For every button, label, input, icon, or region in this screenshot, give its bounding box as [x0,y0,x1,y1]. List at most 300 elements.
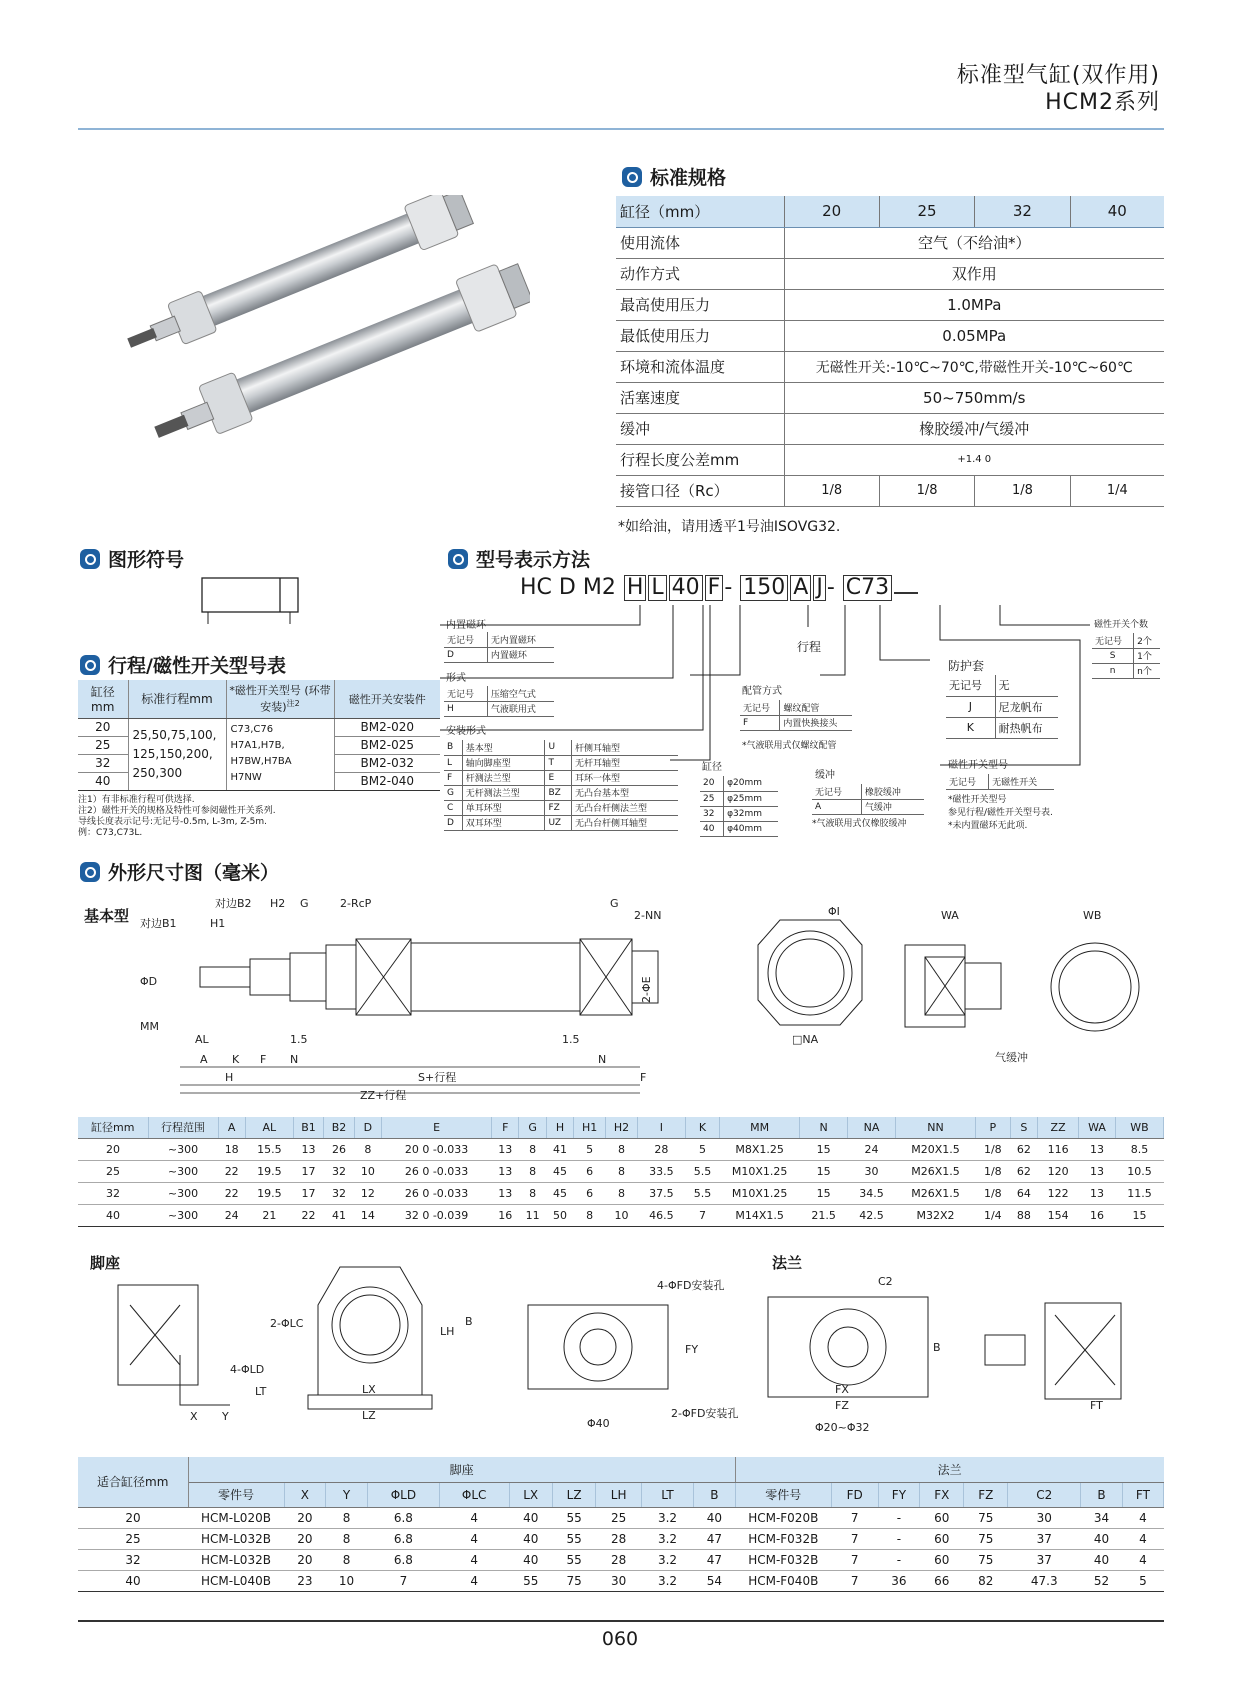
foot-drawing [110,1265,490,1425]
ff-cell: 55 [552,1528,595,1549]
dim-header-cell: S [1010,1117,1037,1138]
dim-cell: 16 [1079,1204,1116,1226]
dim-cell: 22 [218,1182,245,1204]
ff-cell: 47 [694,1549,736,1570]
spec-row: 活塞速度 50~750mm/s [616,382,1164,413]
ff-cell: 30 [1008,1507,1081,1528]
header-series: HCM2系列 [1045,90,1160,115]
dim-cell: 13 [1079,1182,1116,1204]
spec-row: 行程长度公差mm +1.4 0 [616,444,1164,475]
ff-cell: 3.2 [641,1528,693,1549]
ff-cell: HCM-L020B [188,1507,284,1528]
basic-type-label: 基本型 [84,907,130,925]
ff-header-cell: Y [326,1482,368,1507]
spec-row: 使用流体 空气（不给油*） [616,227,1164,258]
dim-cell: 20 [78,1138,148,1160]
dim-cell: 32 0 -0.039 [382,1204,492,1226]
dim-cell: 41 [324,1204,354,1226]
svg-text:对边B2: 对边B2 [215,897,252,910]
ff-cell: 75 [552,1570,595,1591]
dim-header-cell: ZZ [1038,1117,1079,1138]
dim-cell: 8 [519,1182,546,1204]
ff-cell: HCM-L032B [188,1528,284,1549]
dim-header-cell: WA [1079,1117,1116,1138]
dim-cell: 11.5 [1115,1182,1163,1204]
svg-text:4-ΦFD安装孔: 4-ΦFD安装孔 [657,1279,725,1292]
svg-text:H1: H1 [210,917,226,930]
dim-cell: 13 [1079,1160,1116,1182]
ff-cell: 40 [509,1507,552,1528]
dim-header-cell: I [637,1117,685,1138]
order-box: 150 [740,575,788,601]
ff-cell: 47 [694,1528,736,1549]
svg-text:1.5: 1.5 [562,1033,580,1046]
ff-cell: HCM-F032B [735,1549,831,1570]
svg-text:FZ: FZ [835,1399,849,1412]
spec-bore-label: 缸径（mm） [616,196,784,227]
dim-header-cell: NN [896,1117,976,1138]
section-symbol-title: 图形符号 [80,545,184,572]
dim-header-cell: B2 [324,1117,354,1138]
footer-divider [78,1620,1164,1622]
dim-cell: 26 0 -0.033 [382,1182,492,1204]
dim-cell: 15.5 [245,1138,293,1160]
dim-cell: M32X2 [896,1204,976,1226]
order-box-empty [894,592,918,594]
ff-cell: 8 [326,1528,368,1549]
dim-cell: ~300 [148,1182,218,1204]
dim-cell: 1/8 [976,1160,1011,1182]
dim-cell: 19.5 [245,1160,293,1182]
dim-cell: 16 [492,1204,519,1226]
svg-text:B: B [465,1315,473,1328]
dim-row [78,1138,1164,1160]
dim-header-cell: N [800,1117,848,1138]
ff-cell: 4 [1122,1507,1163,1528]
dim-cell: 14 [354,1204,381,1226]
dim-cell: 33.5 [637,1160,685,1182]
dim-cell: M14X1.5 [720,1204,800,1226]
ff-cell: HCM-L040B [188,1570,284,1591]
dim-cell: 22 [218,1160,245,1182]
svg-text:2-NN: 2-NN [634,909,662,922]
ff-cell: 3.2 [641,1507,693,1528]
dim-cell: 15 [1115,1204,1163,1226]
dim-cell: 42.5 [848,1204,896,1226]
svg-text:2-ΦE: 2-ΦE [640,976,653,1003]
ff-cell: 40 [694,1507,736,1528]
ff-header-cell: ΦLC [439,1482,509,1507]
section-spec-title: 标准规格 [622,163,726,190]
svg-text:气缓冲: 气缓冲 [995,1051,1028,1064]
cushion-table: 无记号 橡胶缓冲 A 气缓冲 [812,784,924,815]
svg-text:1.5: 1.5 [290,1033,308,1046]
svg-text:4-ΦLD: 4-ΦLD [230,1363,265,1376]
dim-cell: M26X1.5 [896,1160,976,1182]
svg-text:LT: LT [255,1385,267,1398]
dim-header-cell: H1 [574,1117,606,1138]
ff-header-cell: 零件号 [188,1482,284,1507]
order-code: HC D M2 H L 40 F - 150 A J - C73 [520,575,919,601]
ff-cell: 28 [596,1549,642,1570]
ff-row [78,1549,1164,1570]
ff-cell: - [878,1528,920,1549]
svg-text:MM: MM [140,1020,159,1033]
svg-text:FY: FY [685,1343,699,1356]
dim-cell: 24 [218,1204,245,1226]
ff-cell: 40 [509,1549,552,1570]
svg-text:FX: FX [835,1383,849,1396]
dim-cell: 13 [492,1160,519,1182]
ff-cell: 37 [1008,1528,1081,1549]
foot-label: 脚座 [90,1254,121,1272]
end-view-drawing [750,905,870,1045]
dim-cell: 13 [492,1138,519,1160]
dim-cell: 28 [637,1138,685,1160]
header-divider [78,128,1164,130]
foot-flange-table: 适合缸径mm 脚座 法兰 零件号 X Y ΦLD ΦLC LX LZ LH LT B 零件号 FD FY FX FZ C2 B FT 20 HCM-L020B 20 8 6.8 4 40 55 25 3.2 40 HCM-F020B 7 - 60 75 30 34 4 25 HCM-L032B 20 8 6.8 4 40 55 28 3.2 47 HCM-F032B 7 - 60 75 37 40 4 32 HCM-L032B 20 8 6.8 4 40 55 28 3.2 47 HCM-F032B 7 - 60 75 37 40 4 40 HCM-L040B 23 10 7 4 55 75 30 3.2 54 HCM-F040B 7 36 66 82 47.3 52 5 [78,1457,1164,1592]
dim-cell: 21 [245,1204,293,1226]
dim-cell: 18 [218,1138,245,1160]
ff-cell: 40 [78,1570,188,1591]
spec-note: *如给油，请用透平1号油ISOVG32. [618,519,841,535]
bore-table: 20 φ20mm 25 φ25mm 32 φ32mm 40 φ40mm [700,776,778,837]
flange-label: 法兰 [772,1254,803,1272]
dim-cell: 25 [78,1160,148,1182]
svg-text:C2: C2 [878,1275,893,1288]
page-header [957,62,1160,116]
ff-header-cell: FT [1122,1482,1163,1507]
order-box: A [790,575,811,601]
ff-cell: 20 [284,1528,326,1549]
ff-header-cell: LZ [552,1482,595,1507]
ff-cell: 7 [831,1528,878,1549]
dim-cell: M10X1.25 [720,1160,800,1182]
dim-cell: 6 [574,1182,606,1204]
dim-cell: 37.5 [637,1182,685,1204]
ff-cell: 60 [920,1528,964,1549]
ff-cell: 20 [284,1507,326,1528]
piping-table: 无记号 螺纹配管 F 内置快换接头 [740,700,852,731]
dim-header-cell: NA [848,1117,896,1138]
ff-cell: - [878,1507,920,1528]
dim-cell: 116 [1038,1138,1079,1160]
ff-cell: 34 [1081,1507,1123,1528]
dim-cell: 15 [800,1160,848,1182]
ff-cell: 40 [1081,1528,1123,1549]
dim-cell: 11 [519,1204,546,1226]
svg-text:WB: WB [1083,909,1102,922]
dim-cell: 1/4 [976,1204,1011,1226]
dim-cell: ~300 [148,1160,218,1182]
dim-cell: 6 [574,1160,606,1182]
dim-cell: 15 [800,1182,848,1204]
dim-cell: 8 [354,1138,381,1160]
dim-header-cell: E [382,1117,492,1138]
boot-table: 无记号 无 J 尼龙帆布 K 耐热帆布 [946,675,1058,739]
ff-header-cell: B [694,1482,736,1507]
section-dims-title: 外形尺寸图（毫米） [80,858,279,885]
dim-cell: 62 [1010,1138,1037,1160]
dim-cell: 17 [293,1182,323,1204]
svg-text:N: N [290,1053,299,1066]
dim-header-cell: AL [245,1117,293,1138]
mount-table: B 基本型 U 杆侧耳轴型 L 轴向脚座型 T 无杆耳轴型 F 杆测法兰型 E 耳环一体型 G 无杆测法兰型 BZ 无凸台基本型 C 单耳环型 FZ 无凸台杆侧法兰型 D 双耳环型 UZ 无凸台杆侧耳轴型 [444,740,678,831]
ff-cell: HCM-L032B [188,1549,284,1570]
dim-cell: ~300 [148,1138,218,1160]
dim-header-cell: 行程范围 [148,1117,218,1138]
svg-text:H: H [225,1071,234,1084]
ff-cell: 32 [78,1549,188,1570]
dim-cell: 8 [606,1138,638,1160]
svg-text:□NA: □NA [792,1033,819,1045]
dim-cell: 32 [324,1182,354,1204]
ff-header-cell: LH [596,1482,642,1507]
svg-text:S+行程: S+行程 [418,1071,457,1084]
dim-cell: 24 [848,1138,896,1160]
dim-cell: 34.5 [848,1182,896,1204]
dim-header-cell: H2 [606,1117,638,1138]
dim-cell: 32 [78,1182,148,1204]
dim-cell: 46.5 [637,1204,685,1226]
ff-cell: 4 [439,1528,509,1549]
svg-text:对边B1: 对边B1 [140,917,177,930]
spec-row: 缓冲 橡胶缓冲/气缓冲 [616,413,1164,444]
ff-header-cell: C2 [1008,1482,1081,1507]
svg-text:WA: WA [941,909,959,922]
ff-cell: 60 [920,1507,964,1528]
spec-row-port: 接管口径（Rc） 1/8 1/8 1/8 1/4 [616,475,1164,506]
stroke-notes: 注1）有非标准行程可供选择. 注2）磁性开关的规格及特性可参阅磁性开关系列. 导线长度表示记号:无记号-0.5m, L-3m, Z-5m. 例：C73,C73L. [78,795,276,838]
ff-cell: 20 [284,1549,326,1570]
dim-header-cell: K [685,1117,719,1138]
dim-cell: ~300 [148,1204,218,1226]
dim-cell: 64 [1010,1182,1037,1204]
ff-cell: 7 [367,1570,439,1591]
dim-cell: 8 [606,1182,638,1204]
qty-table: 无记号 2个 S 1个 n n个 [1092,633,1160,679]
ff-cell: 4 [1122,1528,1163,1549]
svg-text:B: B [933,1341,941,1354]
dim-cell: 10 [606,1204,638,1226]
dim-cell: 10.5 [1115,1160,1163,1182]
dim-cell: 8 [606,1160,638,1182]
svg-text:2-ΦLC: 2-ΦLC [270,1317,304,1330]
air-cushion-drawing [895,905,1155,1075]
ff-cell: HCM-F040B [735,1570,831,1591]
ff-cell: 4 [1122,1549,1163,1570]
ff-cell: 82 [964,1570,1008,1591]
dim-header-cell: 缸径mm [78,1117,148,1138]
dim-cell: 10 [354,1160,381,1182]
page-number: 060 [601,1628,639,1650]
dim-cell: 30 [848,1160,896,1182]
ff-row [78,1528,1164,1549]
svg-text:LX: LX [362,1383,376,1396]
dim-cell: 5 [574,1138,606,1160]
dim-header-cell: D [354,1117,381,1138]
dim-cell: 8 [519,1160,546,1182]
ff-header-cell: X [284,1482,326,1507]
svg-text:LZ: LZ [362,1409,376,1422]
ff-row [78,1570,1164,1591]
dim-cell: 40 [78,1204,148,1226]
dim-row [78,1160,1164,1182]
ff-cell: 55 [509,1570,552,1591]
flange-drawing [525,1275,1185,1435]
dim-header-cell: F [492,1117,519,1138]
dim-header-cell: P [976,1117,1011,1138]
ff-header-cell: FZ [964,1482,1008,1507]
dim-cell: 32 [324,1160,354,1182]
order-box: 40 [669,575,703,601]
ff-cell: 28 [596,1528,642,1549]
dim-cell: M26X1.5 [896,1182,976,1204]
header-title: 标准型气缸(双作用) [956,63,1160,88]
dim-cell: M8X1.25 [720,1138,800,1160]
svg-text:LH: LH [440,1325,455,1338]
order-box: L [648,575,666,601]
dim-cell: 45 [546,1160,573,1182]
ff-cell: HCM-F032B [735,1528,831,1549]
dim-cell: 8.5 [1115,1138,1163,1160]
dim-cell: 5.5 [685,1160,719,1182]
dim-cell: 1/8 [976,1182,1011,1204]
ff-cell: 30 [596,1570,642,1591]
svg-text:F: F [640,1071,647,1084]
order-box: F [705,575,724,601]
dim-header-cell: A [218,1117,245,1138]
dim-row [78,1204,1164,1226]
ff-cell: 55 [552,1507,595,1528]
ff-cell: 4 [439,1507,509,1528]
svg-text:H2: H2 [270,897,286,910]
dim-cell: 17 [293,1160,323,1182]
ff-cell: - [878,1549,920,1570]
dim-header-cell: H [546,1117,573,1138]
ff-cell: 7 [831,1507,878,1528]
dim-cell: 62 [1010,1160,1037,1182]
ff-cell: 5 [1122,1570,1163,1591]
form-table: 无记号 压缩空气式 H 气液联用式 [444,686,554,717]
dim-header-cell: WB [1115,1117,1163,1138]
dim-cell: 26 0 -0.033 [382,1160,492,1182]
dim-cell: M10X1.25 [720,1182,800,1204]
svg-text:X: X [190,1410,198,1423]
dim-cell: 12 [354,1182,381,1204]
stroke-switch-table: 缸径 mm 标准行程mm *磁性开关型号 (环带安装)$^{注2}$ 磁性开关安装件 20 25,50,75,100, 125,150,200, 250,300 C73,C76 H7A1,H7B, H7BW,H7BA H7NW BM2-020 25 BM2-025 32 BM2-032 40 BM2-040 [78,680,440,791]
dim-header-cell: G [519,1117,546,1138]
ff-cell: 3.2 [641,1549,693,1570]
dim-cell: 13 [1079,1138,1116,1160]
svg-text:K: K [232,1053,240,1066]
ff-cell: 75 [964,1507,1008,1528]
ff-cell: 10 [326,1570,368,1591]
ff-cell: 6.8 [367,1528,439,1549]
svg-text:ΦI: ΦI [828,905,840,918]
ff-header-cell: ΦLD [367,1482,439,1507]
basic-type-rear [560,895,670,1100]
order-box: J [813,575,826,601]
dim-cell: 1/8 [976,1138,1011,1160]
dim-cell: 13 [492,1182,519,1204]
ff-cell: 66 [920,1570,964,1591]
ff-cell: 7 [831,1570,878,1591]
dim-cell: 22 [293,1204,323,1226]
ff-cell: 25 [596,1507,642,1528]
ff-cell: 20 [78,1507,188,1528]
spec-row: 环境和流体温度 无磁性开关:-10℃~70℃,带磁性开关-10℃~60℃ [616,351,1164,382]
svg-text:2-RcP: 2-RcP [340,897,372,910]
ff-cell: HCM-F020B [735,1507,831,1528]
dim-row [78,1182,1164,1204]
dim-cell: 19.5 [245,1182,293,1204]
ff-header-cell: 零件号 [735,1482,831,1507]
ff-row [78,1507,1164,1528]
ff-header-cell: FX [920,1482,964,1507]
spec-row: 动作方式 双作用 [616,258,1164,289]
dim-cell: 122 [1038,1182,1079,1204]
stroke-label: 行程 [797,640,822,654]
dim-cell: M20X1.5 [896,1138,976,1160]
dim-cell: 5 [685,1138,719,1160]
ff-cell: 6.8 [367,1549,439,1570]
dim-cell: 41 [546,1138,573,1160]
section-icon [622,167,642,187]
section-stroke-title: 行程/磁性开关型号表 [80,651,286,678]
magnet-table: 无记号 无内置磁环 D 内置磁环 [444,632,554,663]
svg-text:N: N [598,1053,607,1066]
spec-table: 缸径（mm） 20 25 32 40 使用流体 空气（不给油*） 动作方式 双作用 最高使用压力 1.0MPa 最低使用压力 0.05MPa 环境和流体温度 无磁性开关:-10℃~70℃,带磁性开关-10℃~60℃ 活塞速度 50~750mm/s 缓冲 橡胶缓冲/气缓冲 行程长度公差mm +1.4 0 接管口径（Rc） 1/8 1/8 1/8 1/4 [616,196,1164,507]
ff-cell: 47.3 [1008,1570,1081,1591]
svg-text:2-ΦFD安装孔: 2-ΦFD安装孔 [671,1407,739,1420]
svg-text:Φ20~Φ32: Φ20~Φ32 [815,1421,870,1434]
dim-cell: 154 [1038,1204,1079,1226]
dim-header-cell: B1 [293,1117,323,1138]
order-box: C73 [843,575,892,601]
dim-cell: 8 [574,1204,606,1226]
ff-cell: 37 [1008,1549,1081,1570]
ff-header-cell: B [1081,1482,1123,1507]
switch-table: 无记号 无磁性开关 [946,774,1054,790]
ff-cell: 36 [878,1570,920,1591]
ff-cell: 4 [439,1549,509,1570]
pneumatic-symbol [190,570,310,630]
spec-row: 最高使用压力 1.0MPa [616,289,1164,320]
ff-cell: 52 [1081,1570,1123,1591]
ff-header-cell: LX [509,1482,552,1507]
section-order-title: 型号表示方法 [448,545,590,572]
ff-cell: 75 [964,1549,1008,1570]
ff-cell: 55 [552,1549,595,1570]
dim-cell: 13 [293,1138,323,1160]
ff-cell: 8 [326,1549,368,1570]
dim-header-cell: MM [720,1117,800,1138]
svg-text:A: A [200,1053,208,1066]
dim-cell: 26 [324,1138,354,1160]
ff-cell: 25 [78,1528,188,1549]
ff-cell: 60 [920,1549,964,1570]
ff-header-cell: FD [831,1482,878,1507]
svg-text:G: G [300,897,309,910]
dim-cell: 15 [800,1138,848,1160]
dim-cell: 50 [546,1204,573,1226]
svg-text:FT: FT [1090,1399,1103,1412]
svg-text:ZZ+行程: ZZ+行程 [360,1089,407,1100]
ff-header-cell: FY [878,1482,920,1507]
dim-cell: 5.5 [685,1182,719,1204]
ff-cell: 7 [831,1549,878,1570]
